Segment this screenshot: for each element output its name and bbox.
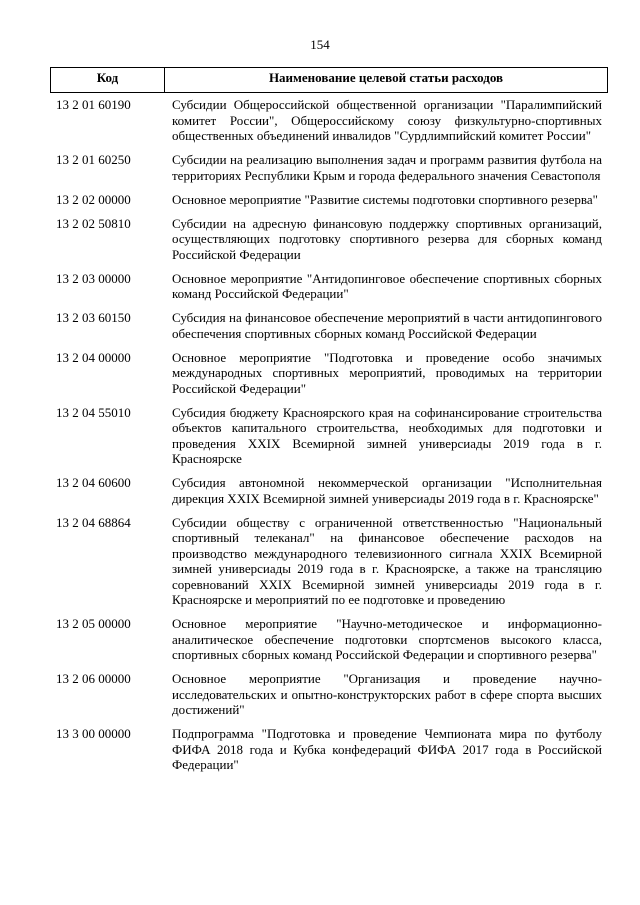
row-name: Основное мероприятие "Подготовка и проведение особо значимых международных спортивных мероприятий, проводимых на территории Российской Федерации" [172, 349, 602, 396]
row-code: 13 2 01 60190 [56, 97, 131, 112]
row-name: Основное мероприятие "Развитие системы подготовки спортивного резерва" [172, 191, 598, 207]
row-code: 13 2 03 60150 [56, 310, 131, 325]
row-code: 13 2 04 55010 [56, 404, 131, 420]
table-body [50, 97, 608, 781]
row-code: 13 2 02 50810 [56, 215, 131, 231]
column-header-name: Наименование целевой статьи расходов [268, 70, 504, 85]
table-row [50, 192, 608, 208]
table-row [50, 216, 608, 263]
table-row [50, 671, 608, 718]
table-row [50, 405, 608, 467]
row-name: Подпрограмма "Подготовка и проведение Чемпионата мира по футболу ФИФА 2018 года и Кубка конфедераций ФИФА 2017 года в Российской Федерации" [172, 726, 602, 772]
row-code: 13 2 05 00000 [56, 616, 131, 631]
row-name: Субсидия автономной некоммерческой организации "Исполнительная дирекция XXIX Всемирной зимней универсиады 2019 года в г. Красноярске" [172, 475, 602, 506]
table-row [50, 271, 608, 302]
row-code: 13 2 04 68864 [56, 514, 131, 530]
table-row [50, 152, 608, 183]
row-name: Субсидия бюджету Красноярского края на софинансирование строительства объектов капитального строительства, необходимых для подготовки и проведения XXIX Всемирной зимней универсиады 2019 года в г. Красноярске [172, 404, 602, 466]
table-row [50, 350, 608, 397]
row-code: 13 2 04 00000 [56, 349, 131, 365]
row-name: Субсидия на финансовое обеспечение мероприятий в части антидопингового обеспечения спортивных сборных команд Российской Федерации [172, 310, 602, 341]
table-row [50, 97, 608, 144]
row-name: Субсидии на адресную финансовую поддержку спортивных организаций, осуществляющих подготовку спортивного резерва для сборных команд Российской Федерации [172, 215, 602, 262]
table-row [50, 726, 608, 773]
table-row [50, 310, 608, 341]
row-name: Субсидии Общероссийской общественной организации "Паралимпийский комитет России", Общероссийскому союзу физкультурно-спортивных общественных объединений инвалидов "Сурдлимпийский комитет России" [172, 97, 602, 143]
row-name: Основное мероприятие "Научно-методическое и информационно-аналитическое обеспечение подготовки спортсменов высокого класса, спортивных сборных команд Российской Федерации и спортивного резерва" [172, 616, 602, 662]
table-header [50, 67, 608, 93]
page-number: 154 [310, 37, 330, 52]
row-code: 13 2 01 60250 [56, 152, 131, 167]
column-header-code: Код [51, 68, 165, 92]
row-code: 13 2 04 60600 [56, 475, 131, 490]
row-name: Субсидии на реализацию выполнения задач и программ развития футбола на территориях Республики Крым и города федерального значения Севастополя [172, 152, 602, 183]
row-code: 13 3 00 00000 [56, 726, 131, 741]
table-row [50, 515, 608, 608]
table-row [50, 475, 608, 506]
row-name: Основное мероприятие "Антидопинговое обеспечение спортивных сборных команд Российской Федерации" [172, 270, 602, 301]
row-code: 13 2 03 00000 [56, 270, 131, 286]
row-code: 13 2 02 00000 [56, 191, 131, 207]
table-row [50, 616, 608, 663]
row-code: 13 2 06 00000 [56, 671, 131, 686]
row-name: Субсидии обществу с ограниченной ответственностью "Национальный спортивный телеканал" на финансовое обеспечение расходов на производство международного телевизионного сигнала XXIX Всемирной зимней универсиады 2019 года в г. Красноярске, а также на трансляцию соревнований XXIX Всемирной зимней универсиады 2019 года в г. Красноярске и мероприятий по ее подготовке и проведению [172, 514, 602, 607]
row-name: Основное мероприятие "Организация и проведение научно-исследовательских и опытно-конструкторских работ в сфере спорта высших достижений" [172, 671, 602, 717]
